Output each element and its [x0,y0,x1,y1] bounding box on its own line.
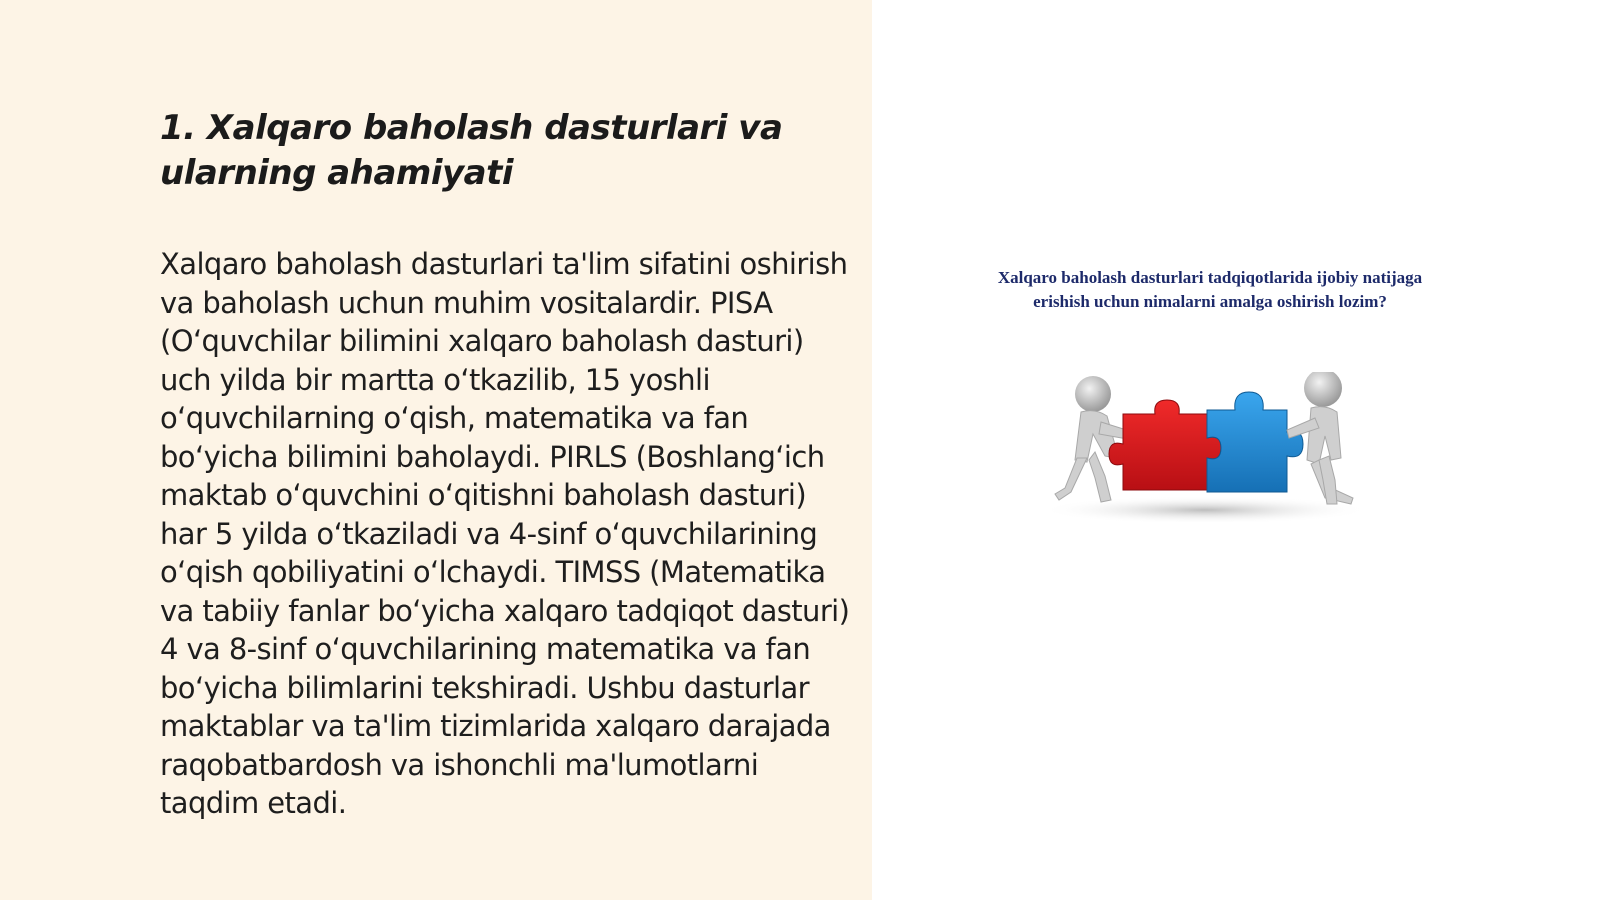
left-person-figure [1055,376,1133,502]
figure-caption: Xalqaro baholash dasturlari tadqiqotlarida ijobiy natijaga erishish uchun nimalarni amalga oshirish lozim? [997,268,1423,311]
floor-shadow [1040,496,1370,522]
blue-puzzle-piece [1207,392,1303,492]
puzzle-figure [990,266,1430,526]
red-puzzle-piece [1109,400,1221,490]
puzzle-illustration [1035,372,1375,522]
slide-body-text: Xalqaro baholash dasturlari ta'lim sifatini oshirish va baholash uchun muhim vositalardir. PISA (O‘quvchilar bilimini xalqaro baholash dasturi) uch yilda bir martta o‘tkazilib, 15 yoshli o‘quvchilarning o‘qish, matematika va fan bo‘yicha bilimini baholaydi. PIRLS (Boshlang‘ich maktab o‘quvchini o‘qitishni baholash dasturi) har 5 yilda o‘tkaziladi va 4-sinf o‘quvchilarining o‘qish qobiliyatini o‘lchaydi. TIMSS (Matematika va tabiiy fanlar bo‘yicha xalqaro tadqiqot dasturi) 4 va 8-sinf o‘quvchilarining matematika va fan bo‘yicha bilimlarini tekshiradi. Ushbu dasturlar maktablar va ta'lim tizimlarida xalqaro darajada raqobatbardosh va ishonchli ma'lumotlarni taqdim etadi. [160,247,850,820]
slide-title: 1. Xalqaro baholash dasturlari va ularning ahamiyati [160,108,783,193]
